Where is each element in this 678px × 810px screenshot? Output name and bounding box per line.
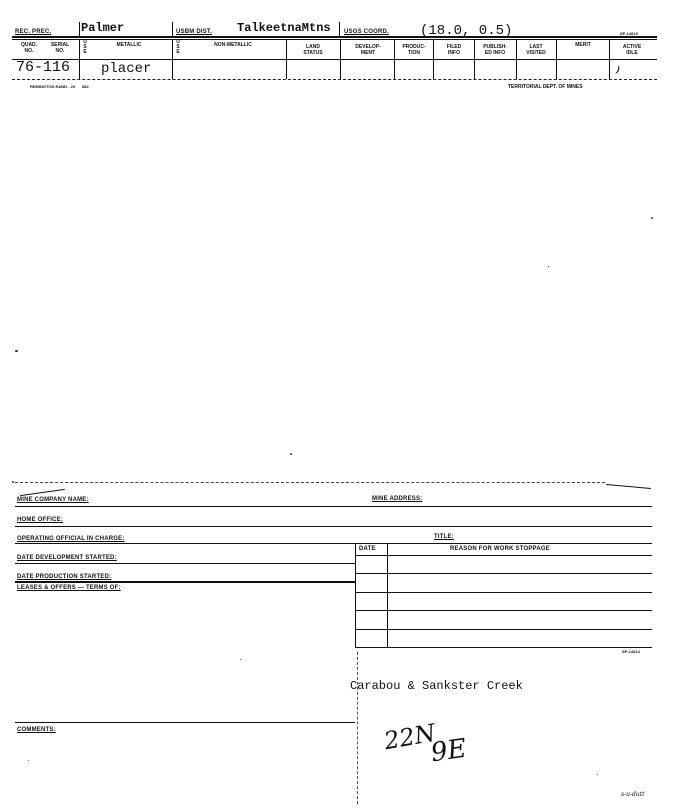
scan-speck (548, 266, 549, 267)
usbm-dist-label: USBM DIST. (176, 29, 213, 35)
row-bottom-rule (12, 79, 657, 80)
date-dev-started-label: DATE DEVELOPMENT STARTED: (17, 555, 117, 561)
card-edge-stroke (20, 489, 65, 496)
rec-prec-value: Palmer (81, 21, 125, 35)
leases-label: LEASES & OFFERS — TERMS OF: (17, 585, 121, 591)
table-row (355, 573, 652, 574)
table-row (355, 610, 652, 611)
table-row (355, 555, 652, 556)
reason-col-label: REASON FOR WORK STOPPAGE (450, 546, 550, 552)
col-development: DEVELOP- MENT (355, 44, 381, 56)
mine-company-name-label: MINE COMPANY NAME: (17, 497, 89, 503)
header-rule (12, 39, 657, 40)
line-rule (15, 581, 355, 583)
card-top-edge (15, 482, 605, 483)
col-land-status: LAND STATUS (303, 44, 323, 56)
col-non-metallic: NON-METALLIC (214, 42, 252, 48)
date-col-label: DATE (359, 546, 376, 552)
footer-publisher: REMINGTON RAND - 20 (30, 84, 76, 89)
table-border (355, 543, 356, 648)
scan-speck (12, 481, 14, 483)
active-idle-mark: ⌣ (607, 61, 627, 78)
operating-official-label: OPERATING OFFICIAL IN CHARGE: (17, 536, 125, 542)
line-rule (15, 563, 355, 564)
card-edge-stroke (606, 484, 651, 489)
scan-speck (15, 350, 18, 352)
header-divider (339, 22, 340, 36)
header-divider (79, 22, 80, 36)
typed-location-note: Carabou & Sankster Creek (350, 679, 523, 693)
table-row (355, 629, 652, 630)
col-merit: MERIT (575, 42, 591, 48)
home-office-label: HOME OFFICE: (17, 517, 64, 523)
col-filed-info: FILED INFO (446, 44, 462, 56)
comments-label: COMMENTS: (17, 727, 56, 733)
line-rule (15, 543, 652, 544)
mine-address-label: MINE ADDRESS: (372, 496, 423, 502)
table-divider (387, 543, 388, 648)
col-active-idle: ACTIVE IDLE (622, 44, 642, 56)
metallic-value: placer (101, 61, 152, 77)
table-row (355, 592, 652, 593)
col-quad-no: QUAD. NO. (20, 42, 38, 54)
line-rule (15, 526, 652, 527)
caption-rule (12, 59, 657, 60)
quad-serial-value: 76-116 (16, 59, 71, 76)
col-production: PRODUC- TION (402, 44, 426, 56)
handwritten-range: 9E (429, 733, 469, 769)
scan-speck (28, 760, 29, 761)
col-serial-no: SERIAL NO. (50, 42, 70, 54)
header-rule (12, 36, 657, 38)
title-label: TITLE: (434, 534, 454, 540)
usgs-coord-label: USGS COORD. (344, 29, 389, 35)
usbm-dist-value: TalkeetnaMtns (237, 21, 331, 35)
table-row (355, 647, 652, 648)
scan-speck (240, 659, 241, 660)
col-metallic: METALLIC (116, 42, 142, 48)
col-use-nonmetallic: U S E (176, 39, 180, 55)
date-prod-started-label: DATE PRODUCTION STARTED: (17, 574, 112, 580)
top-form-number: SP-14815 (620, 31, 638, 36)
bottom-form-number: SP-14814 (622, 649, 640, 654)
scan-speck (290, 453, 292, 455)
col-last-visited: LAST VISITED (526, 44, 546, 56)
line-rule (15, 506, 652, 507)
handwritten-township: 22N (381, 718, 438, 756)
footer-code: 882 (82, 84, 89, 89)
scan-speck (597, 774, 598, 775)
rec-prec-label: REC. PREC. (15, 29, 52, 35)
footer-department: TERRITORIAL DEPT. OF MINES (508, 84, 583, 90)
header-divider (172, 22, 173, 36)
corner-scribble: s-u-dutt (621, 791, 645, 798)
col-published-info: PUBLISH- ED INFO (483, 44, 507, 56)
vertical-margin-line (357, 652, 358, 804)
usgs-coord-value: (18.0, 0.5) (420, 23, 513, 39)
col-use-metallic: U S E (83, 39, 87, 55)
scan-speck (651, 217, 653, 219)
line-rule (15, 722, 355, 723)
